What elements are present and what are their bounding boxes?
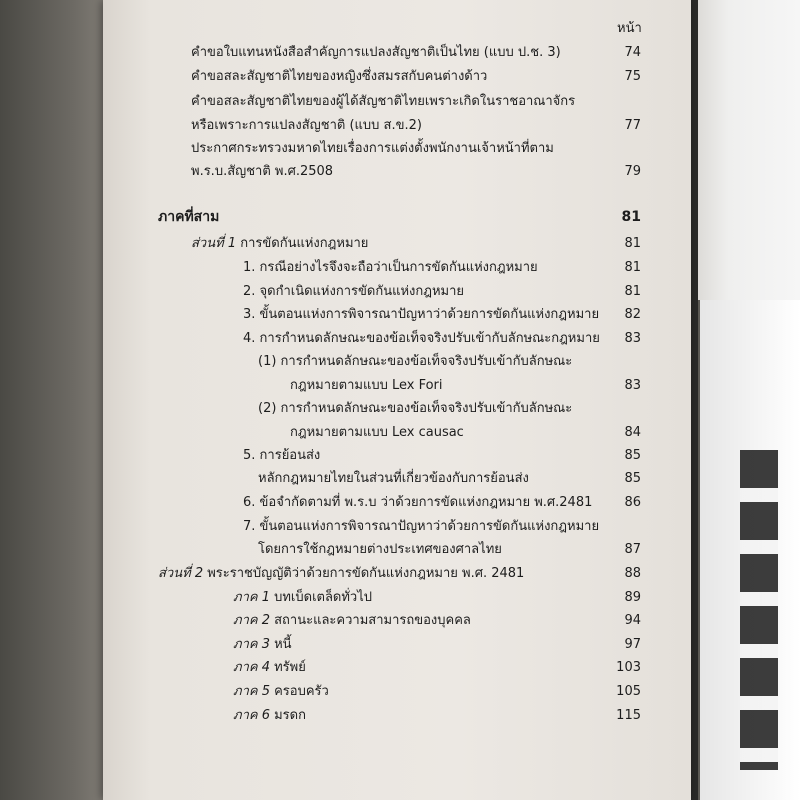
toc-entry-text: คำขอใบแทนหนังสือสำคัญการแปลงสัญชาติเป็นไทย (แบบ ป.ช. 3) (191, 45, 561, 60)
toc-subitem-text: (2) การกำหนดลักษณะของข้อเท็จจริงปรับเข้ากับลักษณะ (258, 401, 573, 416)
section-heading (158, 565, 524, 583)
toc-item-page: 89 (624, 590, 641, 605)
toc-item-page: 97 (624, 637, 641, 652)
toc-item-text: 3. ขั้นตอนแห่งการพิจารณาปัญหาว่าด้วยการขัดกันแห่งกฎหมาย (243, 307, 600, 322)
background-book-print (740, 450, 778, 770)
item-title: ครอบครัว (274, 684, 329, 699)
toc-page (103, 0, 691, 800)
section-title: การขัดกันแห่งกฎหมาย (240, 236, 369, 251)
toc-item-page: 103 (616, 660, 641, 675)
toc-item-page: 83 (624, 378, 641, 393)
item-prefix: ภาค 3 (233, 637, 270, 652)
background-book (700, 300, 800, 800)
toc-entry-page: 77 (624, 118, 641, 133)
section-heading (191, 235, 368, 253)
toc-subitem-text: (1) การกำหนดลักษณะของข้อเท็จจริงปรับเข้ากับลักษณะ (258, 354, 573, 369)
section-page: 88 (624, 566, 641, 581)
toc-item-text: 6. ข้อจำกัดตามที่ พ.ร.บ ว่าด้วยการขัดแห่งกฎหมาย พ.ศ.2481 (243, 495, 593, 510)
toc-entry-text: คำขอสละสัญชาติไทยของหญิงซึ่งสมรสกับคนต่างด้าว (191, 69, 488, 84)
section-prefix: ส่วนที่ 1 (191, 236, 237, 251)
item-prefix: ภาค 2 (233, 613, 270, 628)
part-page: 81 (621, 209, 641, 225)
toc-item-text: หลักกฎหมายไทยในส่วนที่เกี่ยวข้องกับการย้อนส่ง (258, 471, 529, 486)
toc-entry-page: 74 (624, 45, 641, 60)
toc-item-page: 81 (624, 284, 641, 299)
toc-item-text: 2. จุดกำเนิดแห่งการขัดกันแห่งกฎหมาย (243, 284, 465, 299)
page-column-header: หน้า (617, 21, 642, 36)
toc-entry-text: พ.ร.บ.สัญชาติ พ.ศ.2508 (191, 164, 334, 179)
toc-item-text (233, 707, 306, 725)
item-title: หนี้ (274, 637, 292, 652)
background-left (0, 0, 105, 800)
toc-item-page: 85 (624, 471, 641, 486)
toc-subitem-text: กฎหมายตามแบบ Lex causac (290, 425, 464, 440)
item-prefix: ภาค 1 (233, 590, 270, 605)
toc-item-page: 94 (624, 613, 641, 628)
toc-item-text (233, 612, 471, 630)
item-prefix: ภาค 6 (233, 708, 270, 723)
toc-item-text (233, 636, 292, 654)
toc-item-text (233, 589, 372, 607)
item-prefix: ภาค 5 (233, 684, 270, 699)
toc-item-page: 87 (624, 542, 641, 557)
item-prefix: ภาค 4 (233, 660, 270, 675)
section-title: พระราชบัญญัติว่าด้วยการขัดกันแห่งกฎหมาย พ.ศ. 2481 (207, 566, 525, 581)
toc-entry-page: 79 (624, 164, 641, 179)
toc-item-text (233, 683, 329, 701)
toc-item-text (233, 659, 306, 677)
toc-item-page: 86 (624, 495, 641, 510)
part-title: ภาคที่สาม (158, 209, 220, 225)
toc-entry-text: หรือเพราะการแปลงสัญชาติ (แบบ ส.ข.2) (191, 118, 422, 133)
toc-item-page: 85 (624, 448, 641, 463)
toc-item-page: 81 (624, 260, 641, 275)
item-title: สถานะและความสามารถของบุคคล (274, 613, 471, 628)
section-prefix: ส่วนที่ 2 (158, 566, 204, 581)
toc-item-page: 82 (624, 307, 641, 322)
toc-item-text: 1. กรณีอย่างไรจึงจะถือว่าเป็นการขัดกันแห่งกฎหมาย (243, 260, 538, 275)
item-title: มรดก (274, 708, 306, 723)
toc-item-page: 105 (616, 684, 641, 699)
toc-entry-text: คำขอสละสัญชาติไทยของผู้ได้สัญชาติไทยเพราะเกิดในราชอาณาจักร (191, 94, 576, 109)
toc-item-page: 115 (616, 708, 641, 723)
toc-item-text: 4. การกำหนดลักษณะของข้อเท็จจริงปรับเข้ากับลักษณะกฎหมาย (243, 331, 600, 346)
toc-entry-page: 75 (624, 69, 641, 84)
toc-item-text: 5. การย้อนส่ง (243, 448, 321, 463)
item-title: บทเบ็ดเตล็ดทั่วไป (274, 590, 373, 605)
section-page: 81 (624, 236, 641, 251)
toc-item-page: 83 (624, 331, 641, 346)
toc-entry-text: ประกาศกระทรวงมหาดไทยเรื่องการแต่งตั้งพนักงานเจ้าหน้าที่ตาม (191, 141, 554, 156)
item-title: ทรัพย์ (274, 660, 306, 675)
background-right (690, 0, 800, 300)
toc-item-page: 84 (624, 425, 641, 440)
toc-item-text: 7. ขั้นตอนแห่งการพิจารณาปัญหาว่าด้วยการขัดกันแห่งกฎหมาย (243, 519, 600, 534)
toc-subitem-text: กฎหมายตามแบบ Lex Fori (290, 378, 443, 393)
toc-item-text: โดยการใช้กฎหมายต่างประเทศของศาลไทย (258, 542, 502, 557)
